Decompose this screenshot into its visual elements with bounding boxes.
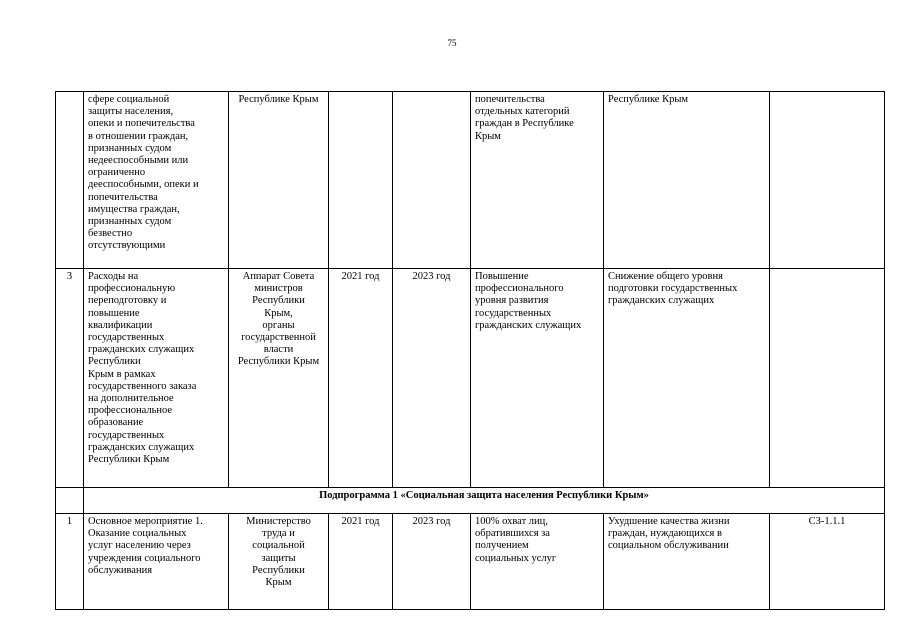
row-number: 1: [56, 514, 84, 610]
start-year: 2021 год: [329, 269, 393, 488]
subprogram-row: [56, 488, 885, 514]
indicator-link: [770, 269, 885, 488]
end-year: 2023 год: [393, 269, 471, 488]
indicator-link: [770, 92, 885, 269]
end-year: 2023 год: [393, 514, 471, 610]
row-number: 3: [56, 269, 84, 488]
expected-result: Повышение профессионального уровня развития государственных гражданских служащих: [471, 269, 604, 488]
start-year: 2021 год: [329, 514, 393, 610]
row-number: [56, 488, 84, 514]
executor: Министерство труда и социальной защиты Республики Крым: [229, 514, 329, 610]
table-row: [56, 92, 885, 269]
consequence: Ухудшение качества жизни граждан, нуждающихся в социальном обслуживании: [604, 514, 770, 610]
indicator-link: СЗ-1.1.1: [770, 514, 885, 610]
expected-result: попечительства отдельных категорий граждан в Республике Крым: [471, 92, 604, 269]
measure-name: Расходы на профессиональную переподготовку и повышение квалификации государственных гражданских служащих Республики Крым в рамках государственного заказа на дополнительное профессиональное образование государственных гражданских служащих Республики Крым: [84, 269, 229, 488]
consequence: Республике Крым: [604, 92, 770, 269]
expected-result: 100% охват лиц, обратившихся за получением социальных услуг: [471, 514, 604, 610]
measure-name: Основное мероприятие 1. Оказание социальных услуг населению через учреждения социального обслуживания: [84, 514, 229, 610]
subprogram-title: Подпрограмма 1 «Социальная защита населения Республики Крым»: [84, 488, 885, 514]
start-year: [329, 92, 393, 269]
executor: Республике Крым: [229, 92, 329, 269]
measure-name: сфере социальной защиты населения, опеки и попечительства в отношении граждан, признанных судом недееспособными или ограниченно дееспособными, опеки и попечительства имущества граждан, признанных судом безвестно отсутствующими: [84, 92, 229, 269]
end-year: [393, 92, 471, 269]
row-number: [56, 92, 84, 269]
measures-table: [55, 91, 885, 610]
executor: Аппарат Совета министров Республики Крым, органы государственной власти Республики Крым: [229, 269, 329, 488]
table-row: [56, 514, 885, 610]
page-number: 75: [447, 38, 457, 48]
consequence: Снижение общего уровня подготовки государственных гражданских служащих: [604, 269, 770, 488]
table-row: [56, 269, 885, 488]
